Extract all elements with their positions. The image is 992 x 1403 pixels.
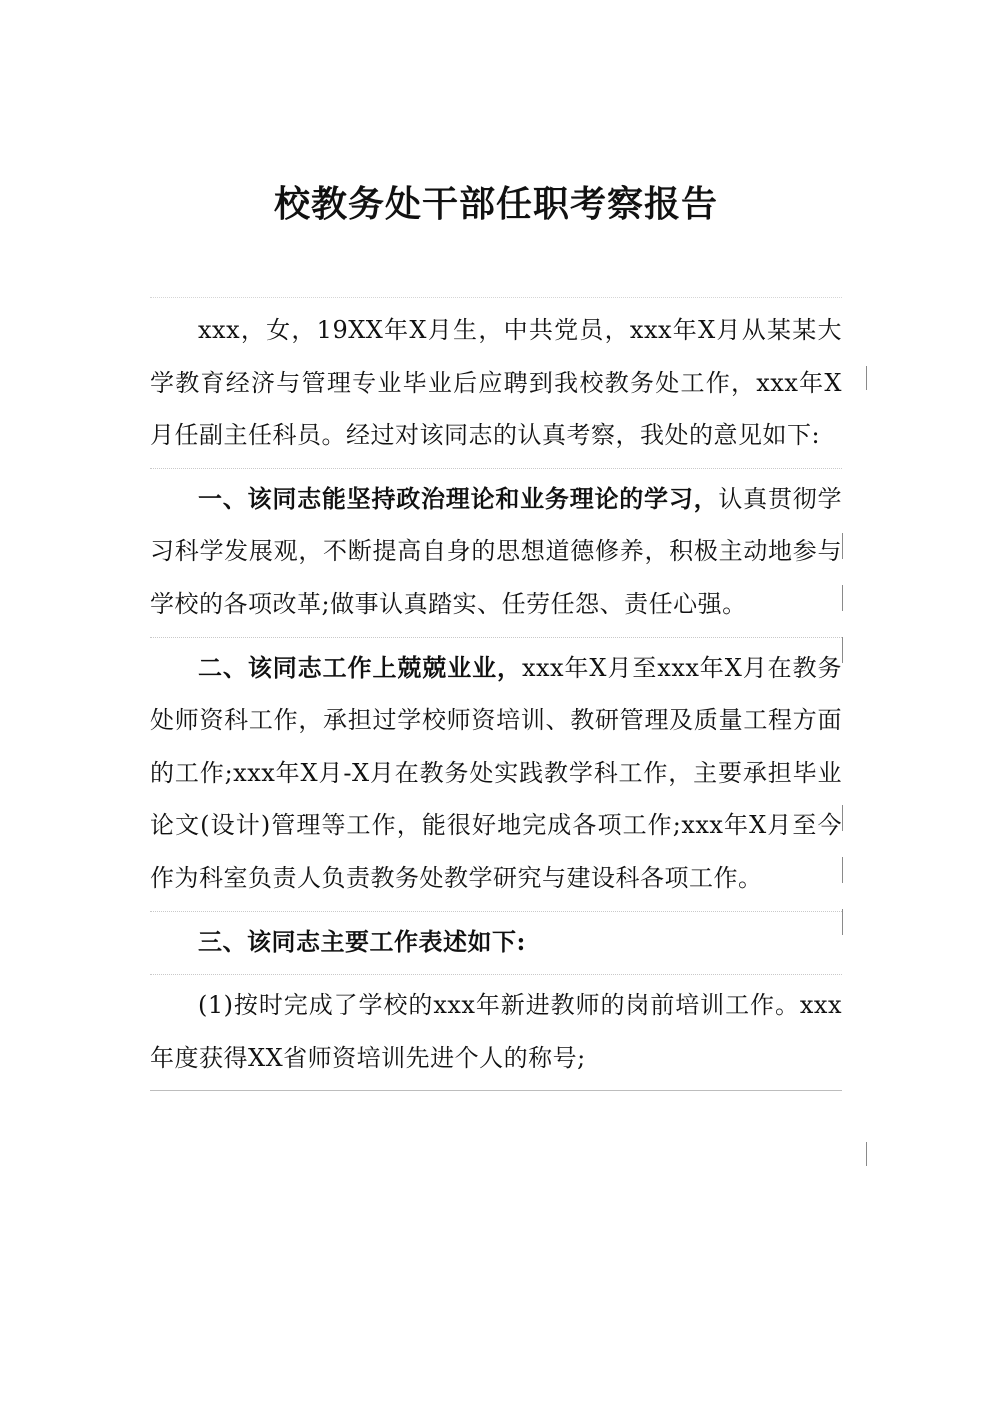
section-heading: 一、该同志能坚持政治理论和业务理论的学习， <box>198 483 719 513</box>
boundary-mark <box>866 366 867 390</box>
boundary-mark <box>842 637 843 663</box>
paragraph-section-2 <box>150 638 842 912</box>
paragraph-section-1 <box>150 469 842 638</box>
paragraph-text: xxx，女，19XX年X月生，中共党员，xxx年X月从某某大学教育经济与管理专业毕业后应聘到我校教务处工作，xxx年X月任副主任科员。经过对该同志的认真考察，我处的意见如下: <box>150 316 842 450</box>
paragraph-text: 认真贯彻学习科学发展观，不断提高自身的思想道德修养，积极主动地参与学校的各项改革;做事认真踏实、任劳任怨、责任心强。 <box>150 484 843 618</box>
boundary-mark <box>842 533 843 559</box>
boundary-mark <box>842 857 843 883</box>
document-body <box>150 297 842 1091</box>
document-title: 校教务处干部任职考察报告 <box>273 183 718 226</box>
paragraph-text: xxx年X月至xxx年X月在教务处师资科工作，承担过学校师资培训、教研管理及质量工程方面的工作;xxx年X月-X月在教务处实践教学科工作，主要承担毕业论文(设计)管理等工作，能很好地完成各项工作;xxx年X月至今作为科室负责人负责教务处教学研究与建设科各项工作。 <box>150 653 843 892</box>
paragraph-text: (1)按时完成了学校的xxx年新进教师的岗前培训工作。xxx年度获得XX省师资培训先进个人的称号; <box>150 991 842 1072</box>
boundary-mark <box>866 1142 867 1166</box>
paragraph-item-1 <box>150 975 842 1091</box>
section-heading: 三、该同志主要工作表述如下: <box>198 926 526 956</box>
paragraph-intro <box>150 297 842 469</box>
section-heading: 二、该同志工作上兢兢业业， <box>198 652 522 682</box>
boundary-mark <box>842 805 843 831</box>
boundary-mark <box>842 909 843 935</box>
paragraph-section-3 <box>150 912 842 976</box>
boundary-mark <box>842 585 843 611</box>
